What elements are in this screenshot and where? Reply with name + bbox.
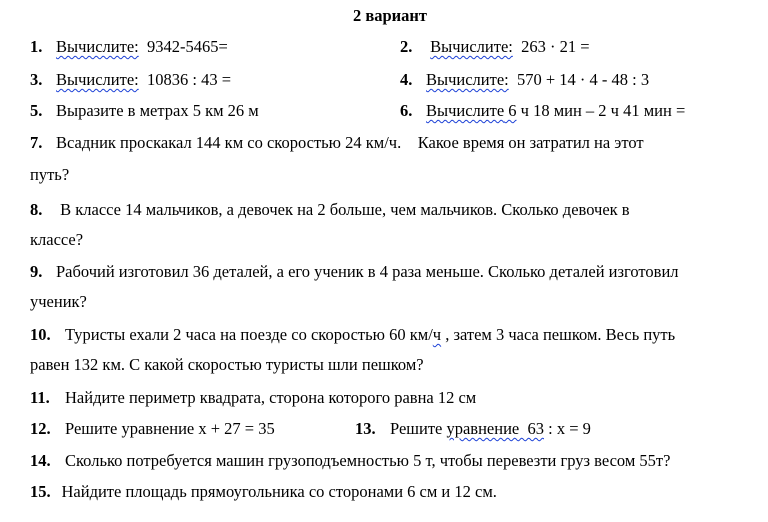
task-number: 3. bbox=[30, 70, 43, 89]
task-expression: 9342-5465= bbox=[138, 37, 228, 56]
task-7-continued: путь? bbox=[30, 165, 70, 184]
task-5 bbox=[30, 101, 259, 121]
task-number: 13. bbox=[355, 419, 376, 438]
task-expression: 263 · 21 = bbox=[512, 37, 590, 56]
task-text: Найдите периметр квадрата, сторона которого равна 12 см bbox=[65, 388, 477, 407]
task-14 bbox=[30, 451, 670, 471]
task-13 bbox=[355, 419, 591, 439]
task-keyword: Вычислите: bbox=[56, 37, 139, 56]
task-expression: : х = 9 bbox=[544, 419, 591, 438]
task-1 bbox=[30, 37, 228, 57]
task-text: Решите bbox=[390, 419, 447, 438]
task-number: 8. bbox=[30, 200, 43, 219]
task-10-continued: равен 132 км. С какой скоростью туристы шли пешком? bbox=[30, 355, 424, 374]
task-keyword: Вычислите bbox=[426, 101, 505, 120]
task-number: 2. bbox=[400, 37, 413, 56]
task-number: 10. bbox=[30, 325, 51, 344]
task-11 bbox=[30, 388, 476, 408]
task-number: 9. bbox=[30, 262, 43, 281]
task-number: 5. bbox=[30, 101, 43, 120]
task-number: 7. bbox=[30, 133, 43, 152]
task-value: 6 bbox=[504, 101, 517, 120]
task-number: 15 bbox=[30, 482, 47, 501]
task-number: 14. bbox=[30, 451, 51, 470]
task-8-continued: классе? bbox=[30, 230, 84, 249]
task-expression: 10836 : 43 = bbox=[138, 70, 231, 89]
task-7 bbox=[30, 133, 644, 153]
task-number: 11. bbox=[30, 388, 50, 407]
task-text: В классе 14 мальчиков, а девочек на 2 больше, чем мальчиков. Сколько девочек в bbox=[56, 200, 630, 219]
task-expression: ч 18 мин – 2 ч 41 мин = bbox=[516, 101, 686, 120]
task-10 bbox=[30, 325, 675, 345]
task-15 bbox=[30, 482, 497, 502]
task-9-continued: ученик? bbox=[30, 292, 87, 311]
task-text: Решите уравнение х + 27 = 35 bbox=[65, 419, 275, 438]
task-4 bbox=[400, 70, 649, 90]
variant-title: 2 вариант bbox=[352, 6, 428, 25]
task-9 bbox=[30, 262, 679, 282]
task-3 bbox=[30, 70, 231, 90]
task-8 bbox=[30, 200, 630, 220]
task-number: 12. bbox=[30, 419, 51, 438]
task-number: 1. bbox=[30, 37, 43, 56]
task-keyword: Вычислите: bbox=[56, 70, 139, 89]
task-number: 6. bbox=[400, 101, 413, 120]
task-keyword: Вычислите: bbox=[430, 37, 513, 56]
task-number-dot: . bbox=[46, 482, 51, 501]
task-unit: ч bbox=[432, 325, 442, 344]
task-text: Рабочий изготовил 36 деталей, а его ученик в 4 раза меньше. Сколько деталей изготовил bbox=[56, 262, 679, 281]
task-text: Выразите в метрах 5 км 26 м bbox=[56, 101, 259, 120]
task-number: 4. bbox=[400, 70, 413, 89]
task-text: Всадник проскакал 144 км со скоростью 24 км/ч. Какое время он затратил на этот bbox=[56, 133, 644, 152]
task-expression: 570 + 14 · 4 - 48 : 3 bbox=[508, 70, 650, 89]
task-12 bbox=[30, 419, 275, 439]
task-text: Туристы ехали 2 часа на поезде со скоростью 60 км/ bbox=[65, 325, 433, 344]
task-text-end: , затем 3 часа пешком. Весь путь bbox=[441, 325, 676, 344]
task-2 bbox=[400, 37, 590, 57]
task-keyword: Вычислите: bbox=[426, 70, 509, 89]
task-6 bbox=[400, 101, 685, 121]
task-text: Найдите площадь прямоугольника со сторонами 6 см и 12 см. bbox=[61, 482, 497, 501]
task-keyword: уравнение 63 bbox=[446, 419, 544, 438]
task-text: Сколько потребуется машин грузоподъемностью 5 т, чтобы перевезти груз весом 55т? bbox=[65, 451, 671, 470]
